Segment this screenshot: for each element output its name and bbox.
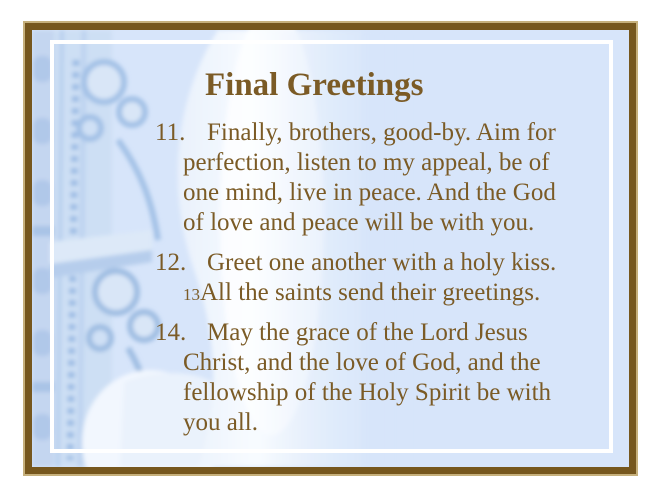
verse-text: May the grace of the Lord Jesus <box>207 319 528 346</box>
verse-line <box>155 278 625 308</box>
slide-title: Final Greetings <box>205 67 424 103</box>
verse-line: perfection, listen to my appeal, be of <box>183 149 550 176</box>
verse-line: of love and peace will be with you. <box>183 209 535 236</box>
verse-number: 14. <box>155 319 187 346</box>
verse-item-12 <box>155 248 625 308</box>
verse-text: Greet one another with a holy kiss. <box>207 249 557 276</box>
verse-text: Finally, brothers, good-by. Aim for <box>207 119 556 146</box>
slide-frame <box>25 23 636 474</box>
verse-item-14 <box>155 318 625 438</box>
verse-text: All the saints send their greetings. <box>200 279 541 306</box>
verse-list <box>155 118 625 448</box>
verse-line: fellowship of the Holy Spirit be with <box>183 379 552 406</box>
verse-number: 12. <box>155 249 187 276</box>
verse-line: one mind, live in peace. And the God <box>183 179 556 206</box>
slide-interior <box>32 30 629 467</box>
verse-13-marker: 13 <box>183 285 200 304</box>
verse-number: 11. <box>155 119 186 146</box>
verse-item-11 <box>155 118 625 238</box>
verse-line: Christ, and the love of God, and the <box>183 349 541 376</box>
verse-line <box>155 318 625 348</box>
verse-line: you all. <box>183 409 258 436</box>
verse-line <box>155 248 625 278</box>
verse-line <box>155 118 625 148</box>
